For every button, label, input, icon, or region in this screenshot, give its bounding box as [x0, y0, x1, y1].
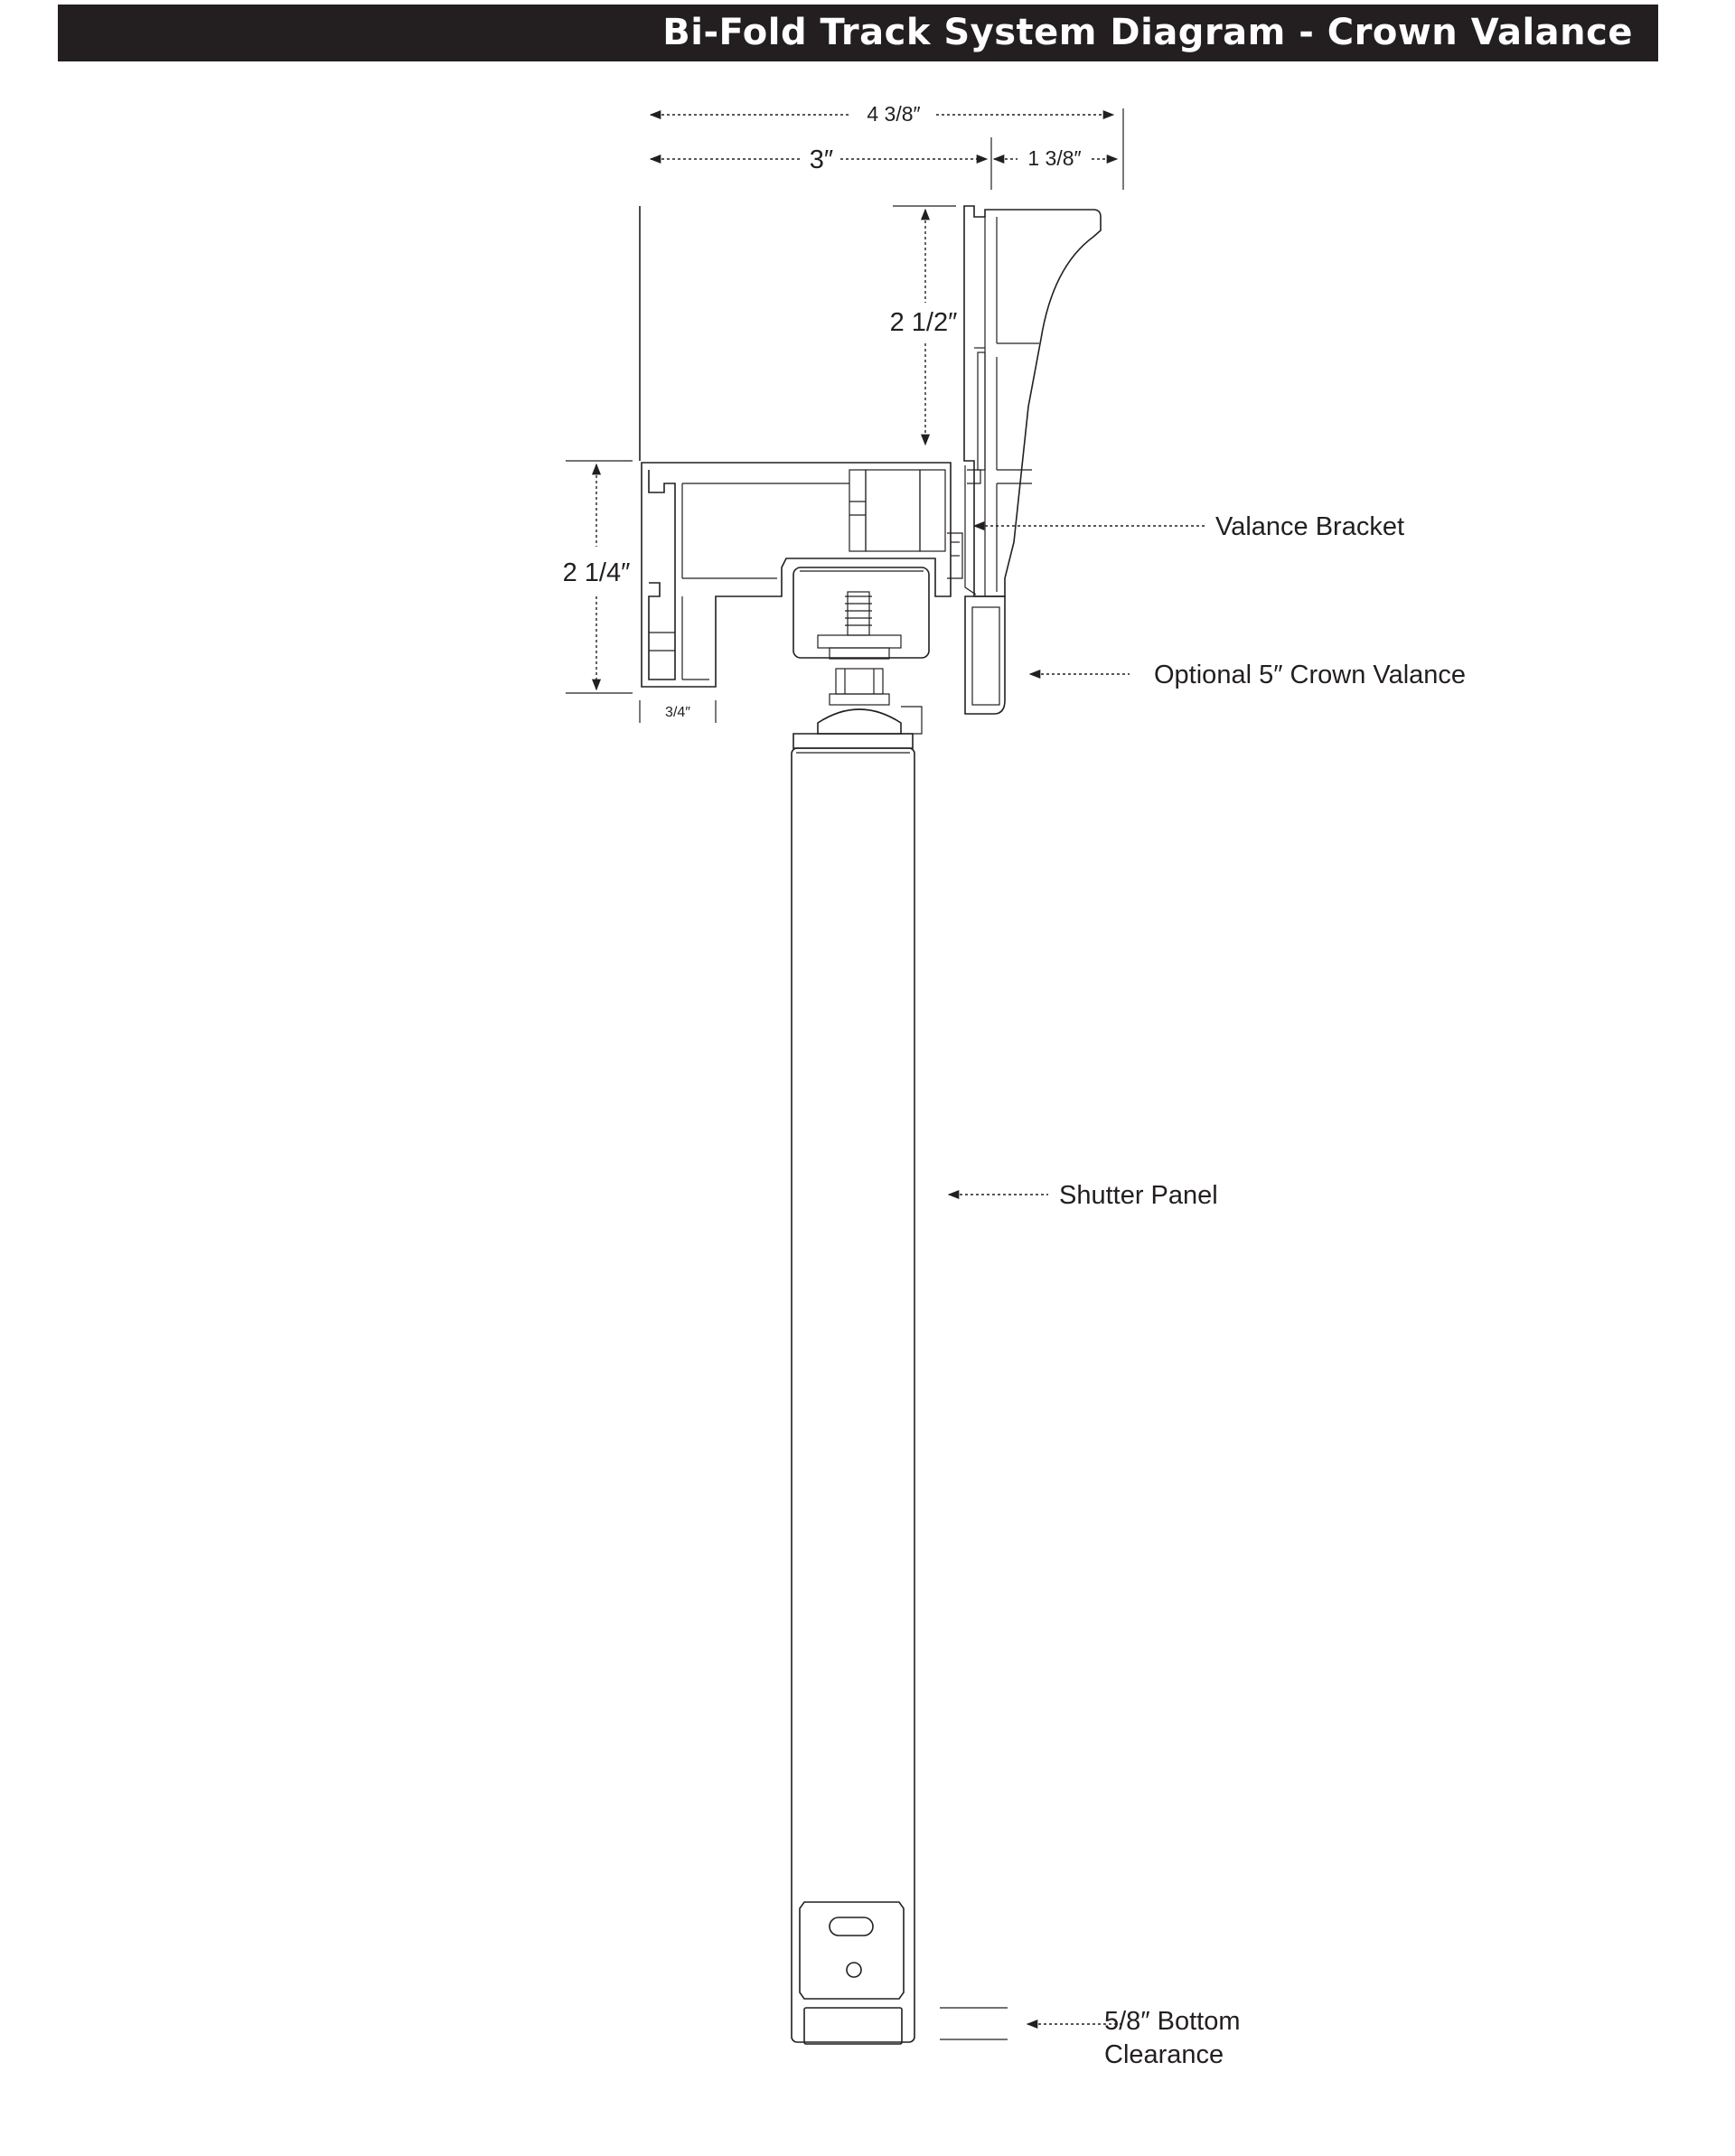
callout-shutter-panel: [949, 1181, 1218, 1210]
bottom-clearance-label-line2: Clearance: [1104, 2040, 1224, 2069]
overall-width-label: 4 3/8″: [867, 102, 921, 126]
dimension-overall-width: [651, 102, 1113, 126]
callout-bottom-clearance: [1027, 2007, 1241, 2069]
dimension-valance-depth: [994, 146, 1117, 170]
track-width-label: 3″: [809, 145, 834, 174]
dimension-lip-width: [640, 700, 716, 723]
dimension-valance-height: [890, 206, 958, 445]
shutter-panel: [792, 748, 914, 2044]
shutter-panel-label: Shutter Panel: [1059, 1181, 1218, 1210]
track-height-label: 2 1/4″: [562, 558, 631, 587]
pivot-carrier: [793, 567, 929, 748]
dimension-track-height: [563, 461, 633, 693]
callout-crown-valance: [1030, 661, 1466, 689]
dimension-track-width: [651, 145, 987, 174]
page-title: Bi-Fold Track System Diagram - Crown Valance: [662, 12, 1633, 53]
track-profile: [642, 463, 962, 687]
lip-width-label: 3/4″: [665, 705, 690, 720]
valance-bracket-label: Valance Bracket: [1215, 512, 1405, 541]
crown-valance: [965, 596, 1005, 714]
callout-valance-bracket: [974, 512, 1404, 541]
crown-valance-label: Optional 5″ Crown Valance: [1154, 661, 1467, 689]
bottom-clearance-label-line1: 5/8″ Bottom: [1104, 2007, 1241, 2036]
valance-height-label: 2 1/2″: [889, 308, 958, 337]
valance-depth-label: 1 3/8″: [1027, 146, 1082, 170]
valance-bracket: [964, 206, 1101, 596]
